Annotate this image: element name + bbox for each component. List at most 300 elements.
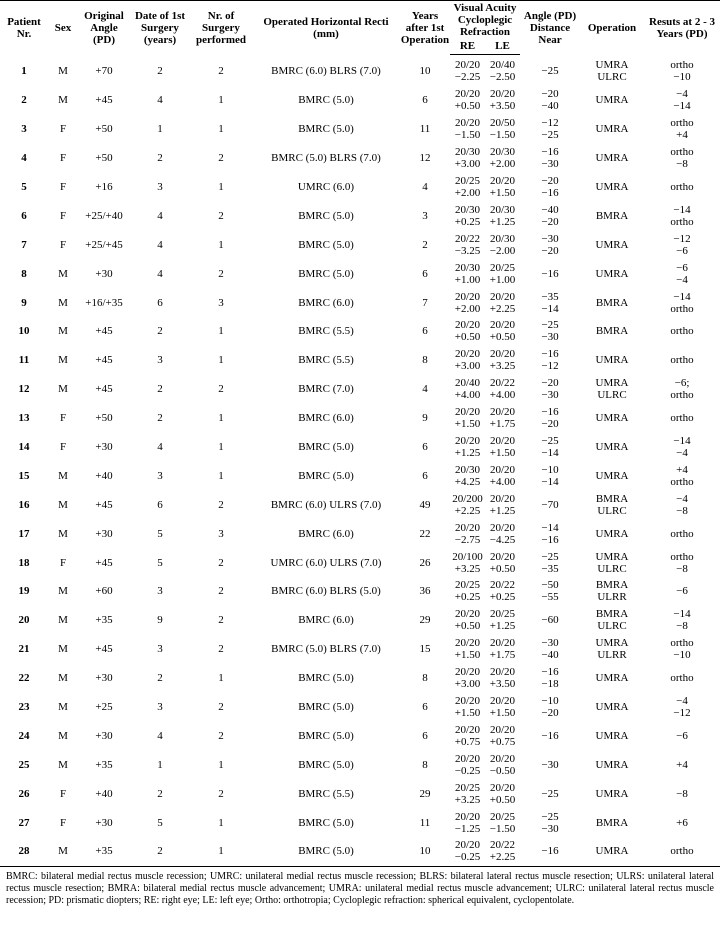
- cell-operation-line: ULRR: [597, 649, 627, 662]
- cell-results: [644, 664, 720, 693]
- cell-operation: [580, 404, 644, 433]
- cell-re: [450, 375, 485, 404]
- cell-angle-pd: [520, 721, 580, 750]
- cell-re-line: +1.50: [454, 418, 481, 431]
- cell-date-surgery: 9: [157, 614, 163, 627]
- cell-results: [644, 548, 720, 577]
- cell-results: [644, 721, 720, 750]
- cell-results: [644, 115, 720, 144]
- cell-angle-pd-line: −16: [541, 267, 559, 280]
- cell-le: [485, 144, 520, 173]
- cell-date-surgery: 4: [157, 238, 163, 251]
- cell-date-surgery: 3: [157, 354, 163, 367]
- cell-nr-surgery: 1: [218, 325, 224, 338]
- cell-results: [644, 490, 720, 519]
- cell-le: [485, 548, 520, 577]
- cell-nr-surgery: 3: [218, 527, 224, 540]
- cell-results: [644, 837, 720, 866]
- cell-date-surgery: 6: [157, 498, 163, 511]
- cell-angle-pd-line: −25: [541, 435, 559, 448]
- header-le: LE: [485, 40, 520, 55]
- cell-operation-line: UMRA: [595, 94, 629, 107]
- cell-le-line: 20/20: [489, 695, 516, 708]
- table-row: [0, 144, 720, 173]
- cell-nr-surgery: 2: [218, 585, 224, 598]
- cell-years-after: 11: [419, 123, 431, 136]
- cell-re-line: +3.00: [454, 678, 481, 691]
- table-body: [0, 55, 720, 867]
- cell-operation: [580, 317, 644, 346]
- cell-re: [450, 721, 485, 750]
- cell-date-surgery: 2: [157, 152, 163, 165]
- cell-patient-nr: 15: [18, 469, 30, 482]
- cell-re: [450, 548, 485, 577]
- cell-le-line: 20/25: [489, 608, 516, 621]
- cell-re: [450, 201, 485, 230]
- table-row: [0, 115, 720, 144]
- cell-results-line: −12: [673, 232, 691, 245]
- cell-angle-pd: [520, 201, 580, 230]
- cell-operation-line: BMRA: [595, 492, 629, 505]
- table-row: [0, 375, 720, 404]
- cell-angle-pd: [520, 55, 580, 86]
- header-sex: Sex: [48, 1, 78, 55]
- cell-le: [485, 115, 520, 144]
- cell-operation-line: UMRA: [595, 412, 629, 425]
- cell-le: [485, 201, 520, 230]
- cell-results-line: −4: [676, 447, 688, 460]
- cell-original-angle: +30: [95, 441, 113, 454]
- cell-results-line: −6;: [674, 377, 690, 390]
- cell-operation-line: ULRC: [597, 504, 627, 517]
- cell-le: [485, 461, 520, 490]
- cell-re-line: −2.25: [454, 71, 481, 84]
- cell-re-line: +0.50: [454, 620, 481, 633]
- cell-operation-line: ULRC: [597, 389, 627, 402]
- cell-operation-line: UMRA: [595, 787, 629, 800]
- table-row: [0, 490, 720, 519]
- cell-le: [485, 837, 520, 866]
- cell-operation: [580, 144, 644, 173]
- cell-results-line: −10: [673, 649, 691, 662]
- cell-operation: [580, 548, 644, 577]
- cell-re-line: 20/20: [454, 637, 481, 650]
- header-results: Resuts at 2 - 3 Years (PD): [644, 1, 720, 55]
- cell-operation-line: UMRA: [595, 672, 629, 685]
- cell-operation-line: BMRA: [595, 608, 629, 621]
- cell-re: [450, 664, 485, 693]
- cell-angle-pd-line: −40: [541, 203, 559, 216]
- cell-results-line: ortho: [670, 117, 694, 130]
- cell-date-surgery: 2: [157, 383, 163, 396]
- cell-date-surgery: 2: [157, 672, 163, 685]
- cell-sex: F: [59, 787, 67, 800]
- cell-le-line: +1.50: [489, 187, 516, 199]
- cell-original-angle: +30: [95, 672, 113, 685]
- cell-original-angle: +35: [95, 758, 113, 771]
- cell-nr-surgery: 1: [218, 758, 224, 771]
- cell-re-line: 20/20: [454, 723, 481, 736]
- cell-le-line: +1.50: [489, 447, 516, 460]
- cell-le-line: +2.25: [489, 851, 516, 864]
- cell-operation-line: UMRA: [595, 152, 629, 165]
- cell-re-line: −1.50: [454, 129, 481, 142]
- cell-le-line: −2.50: [489, 71, 516, 84]
- cell-operated-recti: BMRC (5.0): [298, 701, 354, 714]
- cell-re-line: 20/30: [454, 261, 481, 274]
- cell-le-line: 20/22: [489, 839, 516, 852]
- cell-patient-nr: 2: [21, 94, 27, 107]
- cell-results-line: −14: [673, 203, 691, 216]
- cell-operated-recti: BMRC (5.0): [298, 209, 354, 222]
- cell-le-line: 20/25: [489, 810, 516, 823]
- cell-results-line: −6: [676, 261, 688, 274]
- cell-operation-line: BMRA: [595, 325, 629, 338]
- cell-operation: [580, 201, 644, 230]
- cell-angle-pd-line: −30: [541, 822, 559, 835]
- cell-operated-recti: BMRC (6.0) ULRS (7.0): [270, 498, 382, 511]
- cell-results: [644, 606, 720, 635]
- cell-operated-recti: BMRC (6.0) BLRS (5.0): [271, 585, 381, 598]
- cell-angle-pd-line: −16: [541, 146, 559, 159]
- cell-re-line: +1.00: [454, 273, 481, 286]
- cell-results-line: −14: [673, 608, 691, 621]
- cell-results: [644, 519, 720, 548]
- cell-results-line: −4: [676, 492, 688, 505]
- cell-operated-recti: UMRC (6.0): [297, 181, 355, 193]
- cell-sex: M: [48, 837, 78, 866]
- cell-original-angle: +30: [95, 816, 113, 829]
- cell-results-line: ortho: [670, 550, 694, 563]
- cell-original-angle: +45: [95, 498, 113, 511]
- cell-angle-pd: [520, 144, 580, 173]
- cell-le: [485, 750, 520, 779]
- cell-date-surgery: 4: [157, 94, 163, 107]
- cell-results: [644, 201, 720, 230]
- header-patient: Patient Nr.: [0, 1, 48, 55]
- cell-re-line: +1.50: [454, 649, 481, 662]
- cell-years-after: 6: [422, 441, 428, 454]
- cell-le: [485, 635, 520, 664]
- table-row: [0, 779, 720, 808]
- cell-re-line: 20/100: [452, 550, 483, 563]
- cell-le: [485, 490, 520, 519]
- cell-re-line: 20/20: [454, 319, 481, 332]
- cell-le-line: 20/20: [489, 521, 516, 534]
- cell-results: [644, 317, 720, 346]
- cell-results-line: ortho: [670, 412, 694, 425]
- cell-sex: M: [58, 65, 68, 78]
- cell-nr-surgery: 2: [218, 701, 224, 714]
- cell-angle-pd-line: −35: [541, 562, 559, 575]
- cell-results-line: −14: [673, 290, 691, 303]
- cell-patient-nr: 4: [21, 152, 27, 165]
- cell-nr-surgery: 1: [218, 469, 224, 482]
- cell-date-surgery: 2: [130, 837, 190, 866]
- cell-years-after: 29: [419, 614, 431, 627]
- cell-re-line: 20/20: [454, 435, 481, 448]
- cell-angle-pd: [520, 375, 580, 404]
- cell-angle-pd-line: −30: [541, 331, 559, 344]
- cell-re-line: +1.25: [454, 447, 481, 460]
- cell-patient-nr: 28: [0, 837, 48, 866]
- cell-re: [450, 317, 485, 346]
- cell-nr-surgery: 1: [190, 837, 252, 866]
- cell-angle-pd-line: −10: [541, 695, 559, 708]
- cell-operation-line: UMRA: [595, 181, 629, 193]
- cell-sex: M: [58, 614, 68, 627]
- cell-results: [644, 288, 720, 317]
- cell-re-line: −2.75: [454, 533, 481, 546]
- cell-re: [450, 55, 485, 86]
- cell-sex: M: [58, 585, 68, 598]
- cell-angle-pd-line: −20: [541, 418, 559, 431]
- cell-le-line: +1.75: [489, 418, 516, 431]
- cell-operated-recti: BMRC (5.0): [252, 837, 400, 866]
- cell-date-surgery: 1: [157, 758, 163, 771]
- cell-patient-nr: 22: [18, 672, 30, 685]
- cell-date-surgery: 6: [157, 296, 163, 309]
- table-row: [0, 86, 720, 115]
- cell-years-after: 22: [419, 527, 431, 540]
- cell-nr-surgery: 2: [218, 383, 224, 396]
- cell-patient-nr: 13: [18, 412, 30, 425]
- cell-le-line: 20/50: [489, 117, 516, 130]
- header-visual-acuity: Visual Acuity Cycloplegic Refraction: [450, 1, 520, 41]
- cell-angle-pd-line: −25: [541, 129, 559, 142]
- cell-le: [485, 519, 520, 548]
- table-row: [0, 693, 720, 722]
- cell-angle-pd-line: −18: [541, 678, 559, 691]
- cell-angle-pd: [520, 115, 580, 144]
- cell-sex: F: [59, 441, 67, 454]
- cell-angle-pd-line: −30: [541, 232, 559, 245]
- cell-nr-surgery: 2: [218, 556, 224, 569]
- cell-results-line: +6: [676, 816, 688, 829]
- cell-angle-pd-line: −25: [541, 550, 559, 563]
- cell-patient-nr: 26: [18, 787, 30, 800]
- cell-years-after: 8: [422, 354, 428, 367]
- cell-le-line: −2.00: [489, 244, 516, 257]
- cell-re-line: 20/25: [454, 175, 481, 187]
- cell-original-angle: +45: [95, 383, 113, 396]
- cell-re-line: 20/200: [452, 492, 483, 505]
- cell-operated-recti: BMRC (5.0): [298, 729, 354, 742]
- cell-operation-line: BMRA: [595, 209, 629, 222]
- cell-re: [450, 808, 485, 837]
- cell-re: [450, 837, 485, 866]
- cell-years-after: 6: [422, 94, 428, 107]
- cell-years-after: 6: [422, 325, 428, 338]
- cell-operation-line: UMRA: [595, 701, 629, 714]
- cell-le: [485, 433, 520, 462]
- cell-operation: [580, 577, 644, 606]
- cell-results-line: −8: [676, 787, 688, 800]
- table-row: [0, 606, 720, 635]
- cell-angle-pd-line: −16: [541, 187, 559, 199]
- cell-angle-pd-line: −10: [541, 463, 559, 476]
- cell-original-angle: +45: [95, 325, 113, 338]
- cell-years-after: 7: [422, 296, 428, 309]
- cell-re-line: −0.25: [454, 764, 481, 777]
- cell-sex: M: [58, 469, 68, 482]
- cell-re: [450, 230, 485, 259]
- cell-results-line: ortho: [670, 389, 694, 402]
- cell-original-angle: +50: [95, 412, 113, 425]
- cell-operation-line: BMRA: [595, 296, 629, 309]
- cell-le-line: 20/22: [489, 377, 516, 390]
- cell-le-line: 20/20: [489, 88, 516, 101]
- cell-sex: M: [58, 267, 68, 280]
- header-original-angle: Original Angle (PD): [78, 1, 130, 55]
- cell-operation-line: UMRA: [595, 123, 629, 136]
- cell-operation: [580, 346, 644, 375]
- cell-patient-nr: 14: [18, 441, 30, 454]
- cell-results-line: ortho: [670, 527, 694, 540]
- cell-results-line: ortho: [670, 637, 694, 650]
- cell-re-line: 20/20: [454, 666, 481, 679]
- cell-patient-nr: 7: [21, 238, 27, 251]
- table-row: [0, 173, 720, 202]
- cell-date-surgery: 2: [157, 787, 163, 800]
- cell-re: [450, 606, 485, 635]
- cell-angle-pd-line: −60: [541, 614, 559, 627]
- cell-date-surgery: 5: [157, 556, 163, 569]
- cell-date-surgery: 3: [157, 469, 163, 482]
- cell-patient-nr: 19: [18, 585, 30, 598]
- cell-operation: [580, 808, 644, 837]
- cell-patient-nr: 11: [18, 354, 30, 367]
- cell-angle-pd-line: −16: [541, 729, 559, 742]
- cell-re: [450, 86, 485, 115]
- table-row: [0, 461, 720, 490]
- cell-original-angle: +45: [95, 354, 113, 367]
- cell-re-line: 20/40: [454, 377, 481, 390]
- cell-nr-surgery: 1: [218, 354, 224, 367]
- cell-re-line: +0.75: [454, 735, 481, 748]
- cell-angle-pd-line: −16: [541, 845, 559, 858]
- cell-nr-surgery: 2: [218, 729, 224, 742]
- cell-le-line: +3.25: [489, 360, 516, 373]
- cell-operation-line: UMRA: [595, 441, 629, 454]
- cell-results-line: −8: [676, 562, 688, 575]
- cell-nr-surgery: 3: [218, 296, 224, 309]
- cell-le: [485, 317, 520, 346]
- cell-nr-surgery: 1: [218, 441, 224, 454]
- cell-operation-line: UMRA: [595, 758, 629, 771]
- cell-angle-pd: [520, 519, 580, 548]
- cell-results-line: ortho: [670, 845, 694, 858]
- cell-results: [644, 433, 720, 462]
- cell-re: [450, 404, 485, 433]
- cell-le: [485, 693, 520, 722]
- cell-operation-line: ULRR: [597, 591, 627, 604]
- cell-le-line: 20/20: [489, 550, 516, 563]
- cell-angle-pd-line: −14: [541, 475, 559, 488]
- cell-re-line: +2.25: [454, 504, 481, 517]
- cell-original-angle: +25/+45: [85, 238, 123, 251]
- table-header: [0, 1, 720, 55]
- cell-le: [485, 779, 520, 808]
- cell-re-line: +0.50: [454, 100, 481, 113]
- cell-angle-pd-line: −20: [541, 377, 559, 390]
- cell-operation-line: UMRA: [595, 845, 629, 858]
- cell-re-line: 20/30: [454, 203, 481, 216]
- cell-sex: F: [59, 556, 67, 569]
- cell-operation-line: ULRC: [597, 562, 627, 575]
- cell-operation: [580, 519, 644, 548]
- cell-angle-pd: [520, 664, 580, 693]
- cell-results: [644, 144, 720, 173]
- cell-sex: F: [59, 152, 67, 165]
- cell-date-surgery: 1: [157, 123, 163, 136]
- cell-angle-pd: [520, 288, 580, 317]
- cell-date-surgery: 3: [157, 181, 163, 193]
- cell-results: [644, 375, 720, 404]
- cell-sex: M: [58, 325, 68, 338]
- cell-le-line: +3.50: [489, 100, 516, 113]
- cell-re-line: 20/20: [454, 752, 481, 765]
- table-footnote: BMRC: bilateral medial rectus muscle recession; UMRC: unilateral medial rectus muscle recession; BLRS: bilateral lateral rectus muscle resection; ULRS: unilateral lateral rectus muscle resection; BMRA: bilateral medial rectus muscle advancement; UMRA: unilateral medial rectus muscle advancement; ULRC: unilateral lateral rectus muscle recession; PD: prismatic diopters; RE: right eye; LE: left eye; Ortho: orthotropia; Cycloplegic refraction: spherical equivalent, cyclopentolate.: [6, 870, 714, 906]
- cell-date-surgery: 2: [157, 325, 163, 338]
- cell-angle-pd-line: −25: [541, 65, 559, 78]
- cell-le-line: +0.50: [489, 793, 516, 806]
- cell-nr-surgery: 2: [218, 209, 224, 222]
- cell-re-line: 20/20: [454, 521, 481, 534]
- cell-re: [450, 346, 485, 375]
- cell-le: [485, 259, 520, 288]
- cell-angle-pd-line: −20: [541, 175, 559, 187]
- cell-operation: [580, 55, 644, 86]
- cell-re: [450, 259, 485, 288]
- cell-operation: [580, 750, 644, 779]
- cell-results-line: ortho: [670, 672, 694, 685]
- cell-angle-pd-line: −25: [541, 810, 559, 823]
- cell-nr-surgery: 1: [218, 816, 224, 829]
- cell-results-line: −6: [676, 729, 688, 742]
- table-row: [0, 577, 720, 606]
- cell-le-line: +2.25: [489, 302, 516, 315]
- cell-years-after: 6: [422, 701, 428, 714]
- cell-le-line: +3.50: [489, 678, 516, 691]
- table-row: [0, 55, 720, 86]
- cell-nr-surgery: 1: [218, 94, 224, 107]
- cell-results-line: ortho: [670, 354, 694, 367]
- cell-le-line: 20/30: [489, 232, 516, 245]
- cell-le-line: 20/30: [489, 146, 516, 159]
- cell-re-line: +0.25: [454, 591, 481, 604]
- cell-original-angle: +40: [95, 469, 113, 482]
- cell-operation-line: UMRA: [595, 377, 629, 390]
- cell-re-line: −3.25: [454, 244, 481, 257]
- cell-original-angle: +50: [95, 152, 113, 165]
- cell-angle-pd-line: −70: [541, 498, 559, 511]
- cell-le: [485, 606, 520, 635]
- cell-angle-pd-line: −20: [541, 215, 559, 228]
- cell-operated-recti: BMRC (5.0): [298, 816, 354, 829]
- cell-le-line: 20/20: [489, 752, 516, 765]
- cell-angle-pd-line: −20: [541, 88, 559, 101]
- cell-le-line: +0.50: [489, 331, 516, 344]
- cell-operated-recti: BMRC (5.0) BLRS (7.0): [271, 643, 381, 656]
- cell-angle-pd: [520, 230, 580, 259]
- cell-operation: [580, 693, 644, 722]
- cell-angle-pd: [520, 837, 580, 866]
- cell-le-line: 20/40: [489, 59, 516, 72]
- cell-results-line: +4: [676, 758, 688, 771]
- cell-operation: [580, 230, 644, 259]
- cell-le-line: 20/20: [489, 666, 516, 679]
